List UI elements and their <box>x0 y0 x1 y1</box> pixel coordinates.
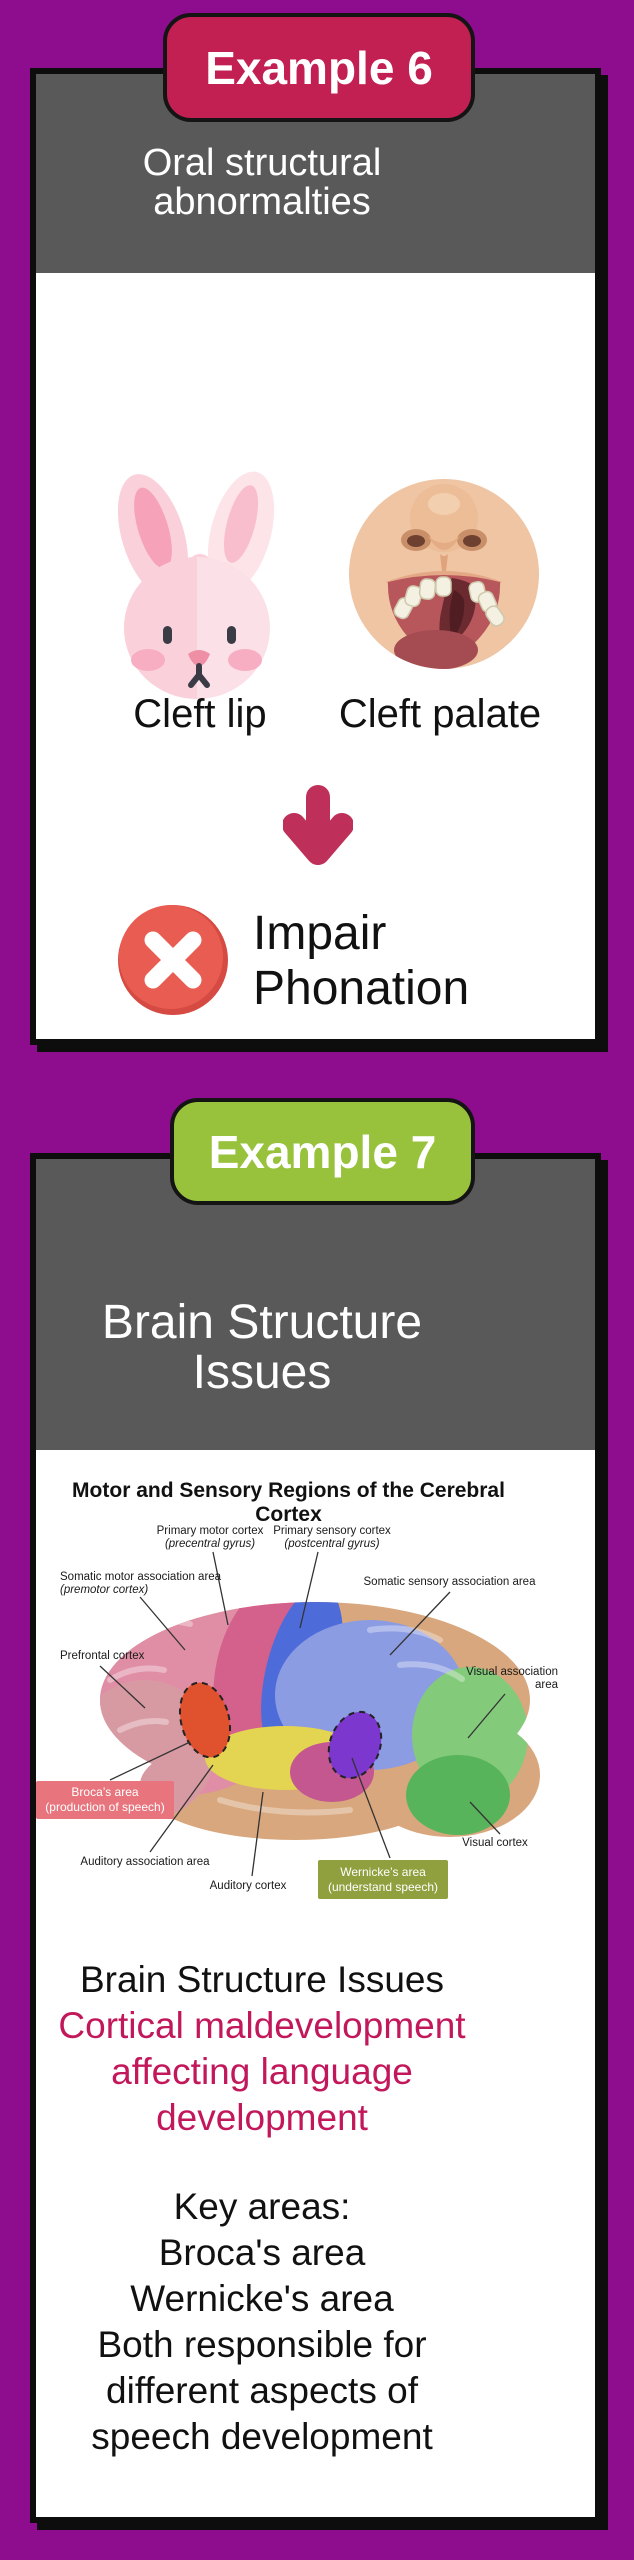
body-key2: Broca's area <box>158 2232 366 2273</box>
example6-badge <box>163 13 475 122</box>
body-key4: Both responsible for <box>97 2324 427 2365</box>
impair-line1: Impair <box>253 907 387 960</box>
cross-circle-icon <box>118 905 228 1015</box>
body-heading: Brain Structure Issues <box>80 1959 444 2000</box>
label-primary-sensory-cortex: Primary sensory cortex (postcentral gyrus) <box>273 1525 391 1550</box>
label-somatic-motor-association: Somatic motor association area (premotor cortex) <box>60 1571 222 1596</box>
body-key1: Key areas: <box>173 2186 351 2227</box>
body-key5: different aspects of <box>106 2370 418 2411</box>
label-auditory-association-area: Auditory association area <box>80 1856 210 1868</box>
wernicke-area-box: Wernicke’s area (understand speech) <box>318 1860 448 1899</box>
body-key6: speech development <box>91 2416 433 2457</box>
cleft-palate-mouth-icon <box>348 478 540 670</box>
label-visual-cortex: Visual cortex <box>462 1837 528 1849</box>
figure-title: Motor and Sensory Regions of the Cerebral Cortex <box>72 1479 505 1526</box>
example7-body-text-2 <box>36 2184 488 2460</box>
example7-badge-label: Example 7 <box>208 1125 437 1178</box>
label-primary-motor-cortex: Primary motor cortex (precentral gyrus) <box>156 1525 264 1550</box>
label-somatic-sensory-association: Somatic sensory association area <box>363 1576 536 1588</box>
label-auditory-cortex: Auditory cortex <box>209 1880 287 1892</box>
example7-title: Brain Structure Issues <box>101 1296 423 1399</box>
example7-badge <box>170 1098 475 1205</box>
example6-badge-label: Example 6 <box>205 41 433 94</box>
label-visual-association-area: Visual association area <box>466 1666 558 1691</box>
cleft-palate-label: Cleft palate <box>338 692 542 736</box>
body-key3: Wernicke's area <box>130 2278 394 2319</box>
cleft-lip-label: Cleft lip <box>133 692 267 736</box>
example7-body-text-1 <box>36 1957 488 2141</box>
body-sub1: Cortical maldevelopment <box>58 2005 466 2046</box>
impair-phonation-text <box>253 906 469 1016</box>
example6-title <box>36 144 488 222</box>
example6-title-line1: Oral structural <box>142 142 382 184</box>
impair-line2: Phonation <box>253 962 470 1015</box>
body-sub3: development <box>156 2097 368 2138</box>
down-arrow-icon <box>283 785 353 867</box>
label-prefrontal-cortex: Prefrontal cortex <box>60 1650 145 1662</box>
body-sub2: affecting language <box>111 2051 413 2092</box>
bunny-cleft-lip-icon <box>103 458 293 706</box>
example6-title-line2: abnormalties <box>153 181 371 223</box>
broca-area-box: Broca’s area (production of speech) <box>36 1781 174 1819</box>
